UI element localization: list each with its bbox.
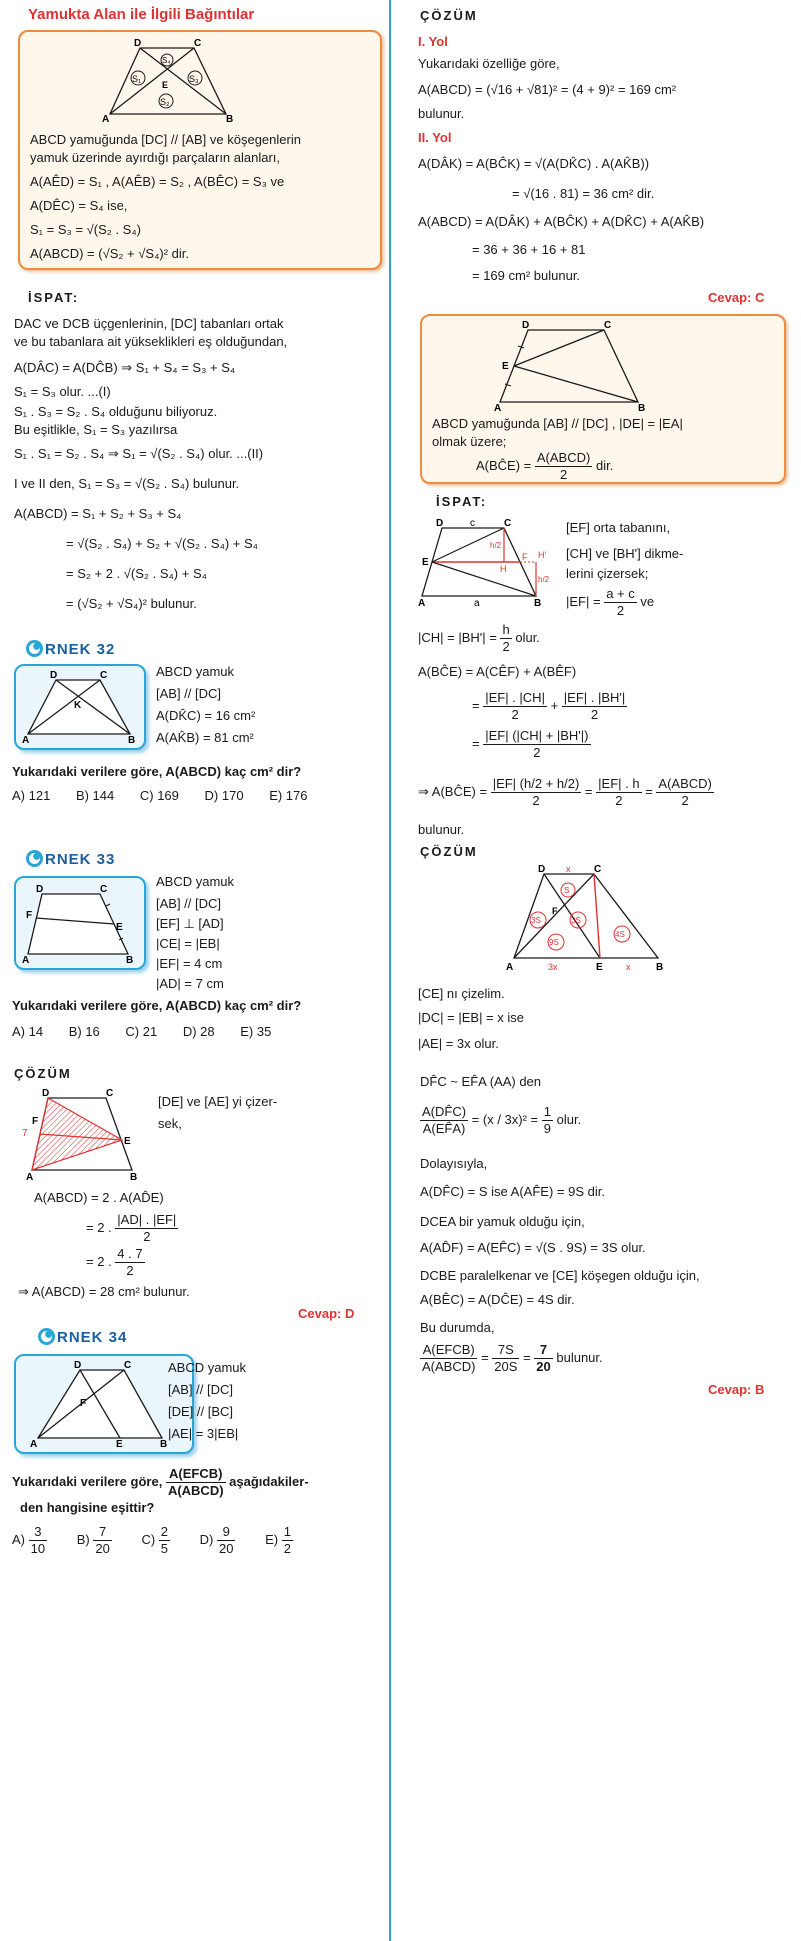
theorem-eq-4: A(ABCD) = (√S₂ + √S₄)² dir. — [30, 246, 189, 261]
proof-2-text-2: [CH] ve [BH'] dikme- — [566, 546, 684, 561]
sol33-heading: ÇÖZÜM — [14, 1066, 72, 1081]
sol33-step-2: = 2 . $\frac{|AD| . |EF|}{2}$ — [86, 1212, 177, 1245]
ex32-given-4: A(AK̂B) = 81 cm² — [156, 730, 254, 745]
ex34-choice-d[interactable]: D) $\frac{9}{20}$ — [199, 1524, 234, 1557]
svg-text:c: c — [470, 518, 475, 529]
ex33-choice-e[interactable]: E) 35 — [240, 1024, 272, 1039]
ex34-given-1: ABCD yamuk — [168, 1360, 247, 1375]
svg-text:A: A — [22, 955, 30, 966]
ex32-given-2: [AB] // [DC] — [156, 686, 222, 701]
svg-text:K: K — [74, 700, 82, 711]
svg-text:E: E — [162, 80, 169, 90]
proof-line-7: S₁ . S₁ = S₂ . S₄ ⇒ S₁ = √(S₂ . S₄) olur. ...(II) — [14, 446, 264, 461]
svg-text:3S: 3S — [571, 916, 581, 925]
proof-line-5: S₁ . S₃ = S₂ . S₄ olduğunu biliyoruz. — [14, 404, 218, 419]
proof-2-heading: İSPAT: — [436, 494, 488, 509]
column-divider — [389, 0, 391, 1941]
svg-text:E: E — [422, 557, 429, 568]
ex32-given-1: ABCD yamuk — [156, 664, 235, 679]
ex33-given-6: |AD| = 7 cm — [156, 976, 224, 991]
svg-text:C: C — [594, 864, 602, 875]
proof-line-9: A(ABCD) = S₁ + S₂ + S₃ + S₄ — [14, 506, 182, 521]
svg-text:E: E — [116, 1439, 123, 1450]
sol32-line-5: = √(16 . 81) = 36 cm² dir. — [512, 186, 655, 201]
svg-text:x: x — [566, 864, 571, 874]
ex33-given-5: |EF| = 4 cm — [156, 956, 223, 971]
svg-text:D: D — [538, 864, 546, 875]
ex33-question: Yukarıdaki verilere göre, A(ABCD) kaç cm² dir? — [12, 998, 302, 1013]
svg-text:B: B — [160, 1439, 168, 1450]
ex32-choice-b[interactable]: B) 144 — [75, 788, 115, 803]
label-s3: S₃ — [189, 74, 199, 84]
svg-text:D: D — [436, 518, 444, 529]
sol32-line-4: A(DÂK) = A(BĈK) = √(A(DK̂C) . A(AK̂B)) — [418, 156, 650, 171]
proof-line-10: = √(S₂ . S₄) + S₂ + √(S₂ . S₄) + S₄ — [66, 536, 258, 551]
svg-text:B: B — [226, 114, 234, 125]
proof-line-8: I ve II den, S₁ = S₃ = √(S₂ . S₄) bulunur. — [14, 476, 240, 491]
svg-text:C: C — [100, 670, 108, 681]
svg-text:C: C — [194, 38, 202, 49]
proof-2-figure — [418, 520, 548, 610]
ex34-choice-a[interactable]: A) $\frac{3}{10}$ — [12, 1524, 46, 1557]
svg-text:C: C — [504, 518, 512, 529]
svg-text:3x: 3x — [548, 962, 558, 972]
theorem-2-text-2: olmak üzere; — [432, 434, 507, 449]
svg-text:A: A — [506, 962, 514, 973]
theorem-eq-1: A(AÊD) = S₁ , A(AÊB) = S₂ , A(BÊC) = S₃ ve — [30, 174, 285, 189]
ex32-choices — [12, 788, 330, 804]
svg-text:D: D — [134, 38, 142, 49]
ex32-given-3: A(DK̂C) = 16 cm² — [156, 708, 256, 723]
svg-text:A: A — [22, 735, 30, 746]
theorem-text-1: ABCD yamuğunda [DC] // [AB] ve köşegenlerin — [30, 132, 301, 147]
sol33-step-3: = 2 . $\frac{4 . 7}{2}$ — [86, 1246, 143, 1279]
example-34-figure-box — [14, 1354, 194, 1454]
proof-2-text-9: ⇒ A(BĈE) = $\frac{|EF| (h/2 + h/2)}{2}$ = $\frac{|EF| . h}{2}$ = $\frac{\text{A(ABCD)}}{2}$ — [418, 776, 712, 809]
sol32-line-2: A(ABCD) = (√16 + √81)² = (4 + 9)² = 169 cm² — [418, 82, 677, 97]
proof-2-text-8: = $\frac{|EF| (|CH| + |BH'|)}{2}$ — [472, 728, 589, 761]
example-32-label: RNEK 32 — [26, 640, 115, 660]
sol34-line-2: |DC| = |EB| = x ise — [418, 1010, 524, 1025]
sol32-line-8: = 169 cm² bulunur. — [472, 268, 581, 283]
svg-text:E: E — [124, 1136, 131, 1147]
theorem-2-text-1: ABCD yamuğunda [AB] // [DC] , |DE| = |EA| — [432, 416, 683, 431]
svg-text:h/2: h/2 — [538, 575, 550, 584]
sol34-line-4: DF̂C ~ EF̂A (AA) den — [420, 1074, 542, 1089]
proof-line-4: S₁ = S₃ olur. ...(I) — [14, 384, 111, 399]
theorem-text-2: yamuk üzerinde ayırdığı parçaların alanları, — [30, 150, 281, 165]
svg-text:E: E — [596, 962, 603, 973]
label-s1: S₁ — [132, 74, 142, 84]
ex33-choice-d[interactable]: D) 28 — [182, 1024, 215, 1039]
svg-text:B: B — [534, 598, 542, 609]
proof-line-1: DAC ve DCB üçgenlerinin, [DC] tabanları ortak — [14, 316, 284, 331]
example-33-figure — [22, 882, 138, 964]
proof-line-11: = S₂ + 2 . √(S₂ . S₄) + S₄ — [66, 566, 207, 581]
sol34-line-1: [CE] nı çizelim. — [418, 986, 505, 1001]
svg-text:A: A — [26, 1172, 34, 1183]
svg-text:7: 7 — [22, 1128, 28, 1139]
svg-text:F: F — [80, 1398, 87, 1409]
ex33-given-1: ABCD yamuk — [156, 874, 235, 889]
sol34-line-6: Dolayısıyla, — [420, 1156, 488, 1171]
ex33-choice-b[interactable]: B) 16 — [68, 1024, 100, 1039]
svg-text:B: B — [126, 955, 134, 966]
svg-text:F: F — [32, 1116, 39, 1127]
svg-text:D: D — [36, 884, 44, 895]
sol32-heading: ÇÖZÜM — [420, 8, 478, 23]
sol32-way-2: II. Yol — [418, 130, 452, 145]
ex34-question: Yukarıdaki verilere göre, $\frac{\text{A(EFCB)}}{\text{A(ABCD)}}$ aşağıdakiler- — [12, 1466, 309, 1499]
svg-text:D: D — [74, 1360, 82, 1371]
svg-text:H: H — [500, 564, 507, 574]
sol32-line-3: bulunur. — [418, 106, 465, 121]
proof-2-text-5: |CH| = |BH'| = $\frac{h}{2}$ olur. — [418, 622, 540, 655]
svg-text:B: B — [128, 735, 136, 746]
svg-text:E: E — [502, 361, 509, 372]
example-34-label: RNEK 34 — [38, 1328, 127, 1348]
ex34-question-2: den hangisine eşittir? — [20, 1500, 155, 1515]
ex34-given-3: [DE] // [BC] — [168, 1404, 234, 1419]
proof-2-text-6: A(BĈE) = A(CÊF) + A(BÊF) — [418, 664, 577, 679]
sol34-line-5: $\frac{A(DF̂C)}{A(EF̂A)}$ = (x / 3x)² = $\frac{1}{9}$ olur. — [422, 1104, 582, 1137]
sol33-text-2: sek, — [158, 1116, 182, 1131]
solution-34-figure — [506, 864, 666, 974]
svg-text:E: E — [116, 922, 123, 933]
example-32-figure-box — [14, 664, 146, 750]
ex33-given-3: [EF] ⊥ [AD] — [156, 916, 224, 931]
svg-text:A: A — [418, 598, 426, 609]
label-s2: S₂ — [160, 97, 170, 107]
sol34-line-11: A(BÊC) = A(DĈE) = 4S dir. — [420, 1292, 575, 1307]
theorem-eq-3: S₁ = S₃ = √(S₂ . S₄) — [30, 222, 141, 237]
svg-text:B: B — [638, 403, 646, 414]
sol33-step-1: A(ABCD) = 2 . A(AD̂E) — [34, 1190, 164, 1205]
sol34-line-12: Bu durumda, — [420, 1320, 495, 1335]
sol33-step-4: ⇒ A(ABCD) = 28 cm² bulunur. — [18, 1284, 190, 1299]
sol34-line-10: DCBE paralelkenar ve [CE] köşegen olduğu için, — [420, 1268, 700, 1283]
svg-text:C: C — [124, 1360, 132, 1371]
ex34-choices — [12, 1524, 293, 1558]
trapezoid-diagonals-figure — [98, 38, 238, 125]
sol33-text-1: [DE] ve [AE] yi çizer- — [158, 1094, 278, 1109]
proof-line-6: Bu eşitlikle, S₁ = S₃ yazılırsa — [14, 422, 178, 437]
ex32-question: Yukarıdaki verilere göre, A(ABCD) kaç cm² dir? — [12, 764, 302, 779]
ex34-choice-e[interactable]: E) $\frac{1}{2}$ — [265, 1524, 291, 1557]
ex32-choice-a[interactable]: A) 121 — [12, 788, 51, 803]
ornek-o-icon — [26, 640, 43, 657]
ex33-given-4: |CE| = |EB| — [156, 936, 220, 951]
svg-text:x: x — [626, 962, 631, 972]
svg-text:A: A — [494, 403, 502, 414]
svg-text:a: a — [474, 598, 480, 609]
label-s4: S₄ — [162, 56, 171, 65]
theorem-box — [18, 30, 382, 270]
svg-text:S: S — [564, 886, 570, 895]
svg-text:B: B — [656, 962, 664, 973]
svg-text:C: C — [100, 884, 108, 895]
proof-2-text-10: bulunur. — [418, 822, 465, 837]
svg-text:H': H' — [538, 550, 547, 560]
svg-text:h/2: h/2 — [490, 541, 502, 550]
solution-33-figure — [18, 1090, 148, 1182]
proof-2-text-3: lerini çizersek; — [566, 566, 649, 581]
example-34-figure — [30, 1360, 180, 1448]
proof-2-text-4: |EF| = $\frac{a + c}{2}$ ve — [566, 586, 655, 619]
ex33-choice-c[interactable]: C) 21 — [125, 1024, 158, 1039]
ex34-choice-c[interactable]: C) $\frac{2}{5}$ — [141, 1524, 169, 1557]
ex34-choice-b[interactable]: B) $\frac{7}{20}$ — [76, 1524, 110, 1557]
proof-line-2: ve bu tabanlara ait yükseklikleri eş olduğundan, — [14, 334, 288, 349]
svg-text:D: D — [522, 320, 530, 331]
example-33-figure-box — [14, 876, 146, 970]
svg-text:9S: 9S — [549, 938, 559, 947]
proof-heading: İSPAT: — [28, 290, 80, 305]
sol34-heading: ÇÖZÜM — [420, 844, 478, 859]
proof-2-text-1: [EF] orta tabanını, — [566, 520, 671, 535]
trapezoid-midpoint-figure — [492, 320, 652, 412]
svg-text:F: F — [26, 910, 33, 921]
sol32-line-6: A(ABCD) = A(DÂK) + A(BĈK) + A(DK̂C) + A(AK̂B) — [418, 214, 705, 229]
ex32-choice-e[interactable]: E) 176 — [269, 788, 308, 803]
svg-text:B: B — [130, 1172, 138, 1183]
theorem-2-eq: A(BĈE) = $\frac{\text{A(ABCD)}}{2}$ dir. — [476, 450, 614, 483]
ex34-given-2: [AB] // [DC] — [168, 1382, 234, 1397]
ex33-choices — [12, 1024, 293, 1040]
example-33-label: RNEK 33 — [26, 850, 115, 870]
svg-text:A: A — [30, 1439, 38, 1450]
sol34-line-8: DCEA bir yamuk olduğu için, — [420, 1214, 585, 1229]
theorem-2-box — [420, 314, 786, 484]
svg-text:D: D — [50, 670, 58, 681]
section-title: Yamukta Alan ile İlgili Bağıntılar — [28, 6, 255, 23]
sol34-line-7: A(DF̂C) = S ise A(AF̂E) = 9S dir. — [420, 1184, 605, 1199]
proof-line-3: A(DÂC) = A(DĈB) ⇒ S₁ + S₄ = S₃ + S₄ — [14, 360, 236, 375]
svg-text:4S: 4S — [615, 930, 625, 939]
theorem-eq-2: A(DÊC) = S₄ ise, — [30, 198, 128, 213]
ex32-choice-d[interactable]: D) 170 — [204, 788, 244, 803]
svg-text:D: D — [42, 1088, 50, 1099]
ex33-given-2: [AB] // [DC] — [156, 896, 222, 911]
svg-text:A: A — [102, 114, 110, 125]
sol34-line-9: A(AD̂F) = A(EF̂C) = √(S . 9S) = 3S olur. — [420, 1240, 646, 1255]
sol34-answer: Cevap: B — [708, 1382, 765, 1397]
svg-text:F: F — [552, 906, 558, 916]
proof-2-text-7: = $\frac{|EF| . |CH|}{2}$ + $\frac{|EF| . |BH'|}{2}$ — [472, 690, 626, 723]
proof-line-12: = (√S₂ + √S₄)² bulunur. — [66, 596, 197, 611]
sol32-way-1: I. Yol — [418, 34, 448, 49]
ornek-o-icon — [26, 850, 43, 867]
example-32-figure — [22, 670, 138, 744]
sol34-line-13: $\frac{\text{A(EFCB)}}{\text{A(ABCD)}}$ = $\frac{7S}{20S}$ = $\frac{7}{20}$ bulunur. — [422, 1342, 603, 1375]
ex33-choice-a[interactable]: A) 14 — [12, 1024, 44, 1039]
ex32-choice-c[interactable]: C) 169 — [139, 788, 179, 803]
ex34-given-4: |AE| = 3|EB| — [168, 1426, 239, 1441]
svg-text:C: C — [106, 1088, 114, 1099]
svg-text:F: F — [522, 552, 528, 562]
sol32-answer: Cevap: C — [708, 290, 765, 305]
sol32-line-7: = 36 + 36 + 16 + 81 — [472, 242, 586, 257]
svg-text:3S: 3S — [531, 916, 541, 925]
sol34-line-3: |AE| = 3x olur. — [418, 1036, 499, 1051]
sol32-line-1: Yukarıdaki özelliğe göre, — [418, 56, 560, 71]
svg-text:C: C — [604, 320, 612, 331]
ornek-o-icon — [38, 1328, 55, 1345]
sol33-answer: Cevap: D — [298, 1306, 355, 1321]
